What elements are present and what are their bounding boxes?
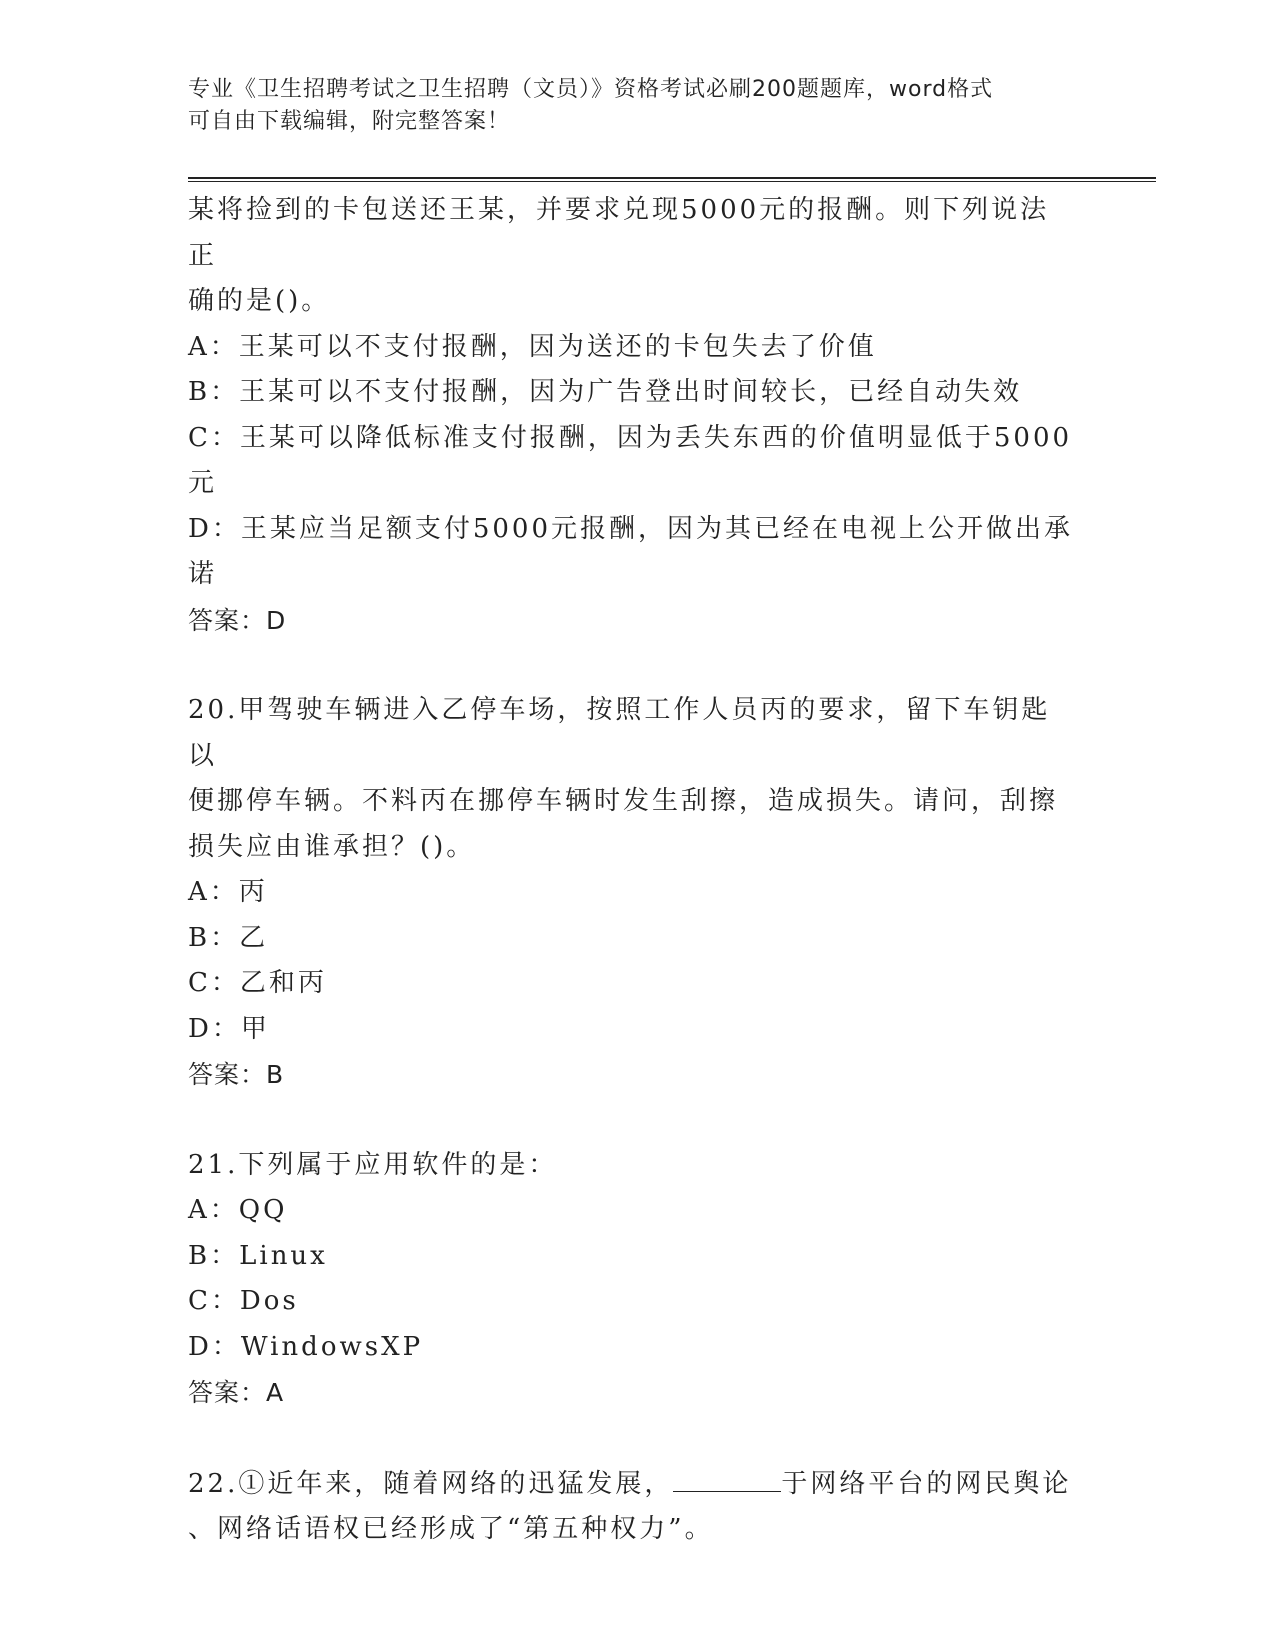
spacer [188,1098,1078,1143]
question-stem-line [188,1461,1078,1508]
spacer [188,1416,1078,1461]
stem-text-before-blank: 22.①近年来，随着网络的迅猛发展， [188,1468,674,1499]
question-stem-line: 确的是()。 [188,286,331,316]
question-stem-line: 、网络话语权已经形成了“第五种权力”。 [188,1514,714,1544]
option-b: B：Linux [188,1240,328,1271]
option-b: B：王某可以不支付报酬，因为广告登出时间较长，已经自动失效 [188,377,1023,407]
question-stem-line: 20.甲驾驶车辆进入乙停车场，按照工作人员丙的要求，留下车钥匙以 [188,695,1051,771]
answer-line: 答案：A [188,1378,285,1407]
question-stem-line: 便挪停车辆。不料丙在挪停车辆时发生刮擦，造成损失。请问，刮擦 [188,786,1059,816]
option-b: B：乙 [188,922,269,953]
question-stem-line: 21.下列属于应用软件的是： [188,1149,558,1180]
option-d: D：甲 [188,1013,270,1044]
question-stem-line: 某将捡到的卡包送还王某，并要求兑现5000元的报酬。则下列说法正 [188,195,1050,271]
option-a: A：QQ [188,1195,288,1225]
option-d-line-1: D：王某应当足额支付5000元报酬，因为其已经在电视上公开做出承 [188,513,1074,544]
option-a: A：王某可以不支付报酬，因为送还的卡包失去了价值 [188,331,877,362]
option-d: D：WindowsXP [188,1331,424,1362]
header-title-line-1: 专业《卫生招聘考试之卫生招聘（文员）》资格考试必刷200题题库，word格式 [188,77,994,102]
option-d-line-2: 诺 [188,559,218,589]
question-19 [188,188,1078,643]
option-a: A：丙 [188,877,268,907]
question-22 [188,1461,1078,1553]
answer-line: 答案：D [188,605,287,635]
answer-line: 答案：B [188,1060,285,1089]
header-title-line-2: 可自由下载编辑，附完整答案！ [188,109,511,134]
stem-text-after-blank: 于网络平台的网民舆论 [781,1468,1072,1499]
question-stem-line: 损失应由谁承担？()。 [188,831,476,862]
page-header [188,74,1088,138]
question-list [188,188,1078,1553]
option-c-line-1: C：王某可以降低标准支付报酬，因为丢失东西的价值明显低于5000 [188,422,1073,453]
option-c-line-2: 元 [188,468,218,498]
question-20 [188,688,1078,1098]
option-c: C：Dos [188,1286,299,1316]
header-divider [188,177,1156,182]
fill-in-blank [673,1461,781,1492]
option-c: C：乙和丙 [188,968,327,998]
question-21 [188,1143,1078,1416]
spacer [188,643,1078,688]
